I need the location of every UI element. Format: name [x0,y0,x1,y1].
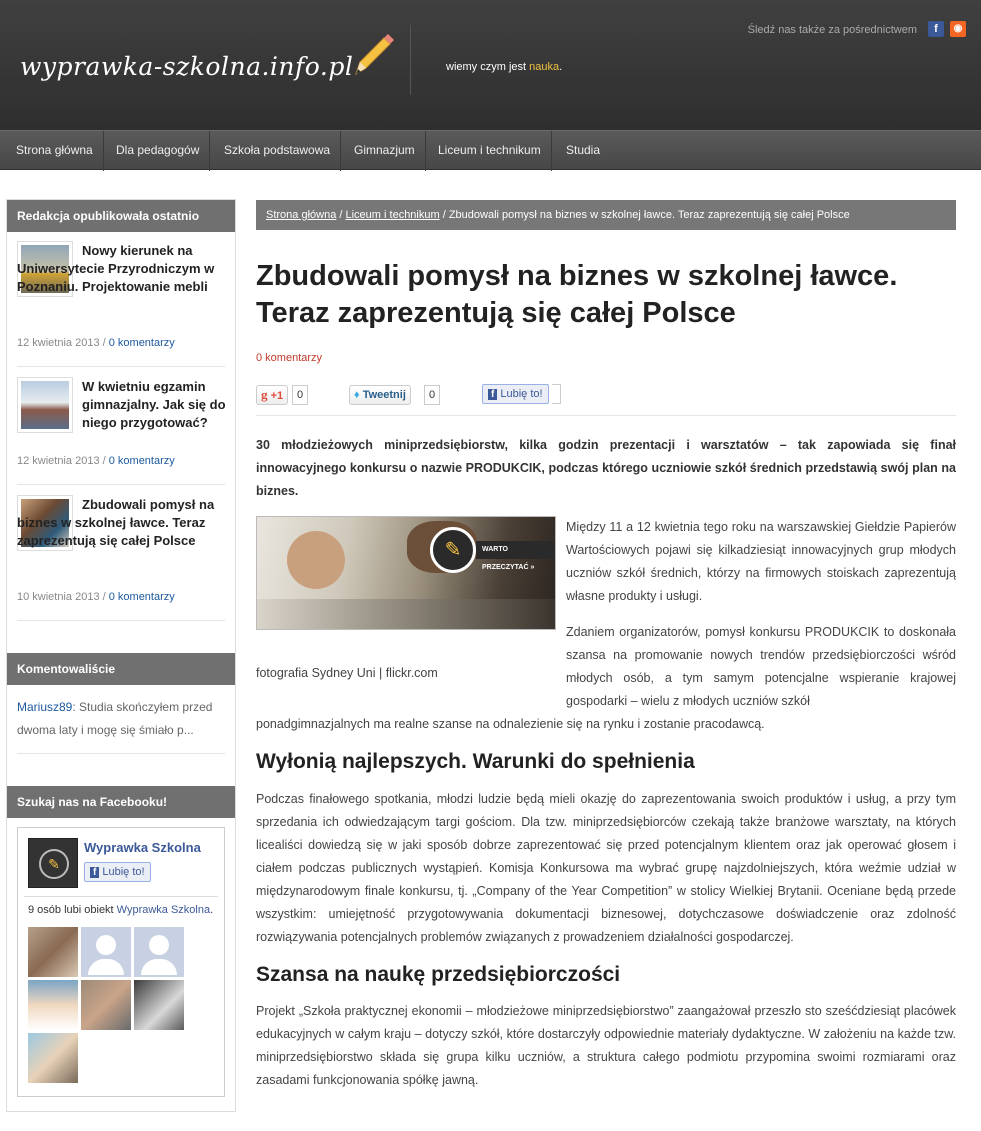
fb-like-count: 9 osób lubi obiekt Wyprawka Szkolna. [28,904,214,916]
post-meta: 12 kwietnia 2013 / 0 komentarzy [17,455,175,467]
fb-page-name[interactable]: Wyprawka Szkolna [84,840,201,855]
nav-item-highschool[interactable]: Liceum i technikum [428,131,552,171]
article-lead: 30 młodzieżowych miniprzedsiębiorstw, kilka godzin prezentacji i warsztatów – tak zapowiada się finał innowacyjnego konkursu o nazwie PRODUKCIK, podczas którego uczniowie szkół średnich przedstawią swój plan na biznes. [256,438,956,498]
follow-text: Śledź nas także za pośrednictwem [747,24,917,36]
article-photo[interactable] [256,516,556,630]
facebook-icon[interactable]: f [928,21,944,37]
site-logo[interactable]: wyprawka-szkolna.info.pl [20,52,354,81]
comment-excerpt[interactable]: : Studia skończyłem przed dwoma laty i mogę się śmiało p... [17,700,213,737]
read-more-badge[interactable]: WARTO PRZECZYTAĆ » [476,541,555,559]
pencil-icon [350,30,394,78]
main-nav [0,130,981,170]
facebook-icon: f [488,389,497,400]
fan-avatar[interactable] [134,980,184,1030]
section-heading: Wyłonią najlepszych. Warunki do spełnienia [256,750,695,773]
tweet-count: 0 [424,385,440,405]
nav-item-university[interactable]: Studia [566,143,601,157]
divider [17,753,225,754]
recent-comment [17,696,225,742]
recent-posts-heading: Redakcja opublikowała ostatnio [7,200,235,232]
divider [17,484,225,485]
sidebar [6,199,236,1112]
nav-item-middle[interactable]: Gimnazjum [344,131,426,171]
post-meta: 12 kwietnia 2013 / 0 komentarzy [17,337,175,349]
section-heading: Szansa na naukę przedsiębiorczości [256,963,621,986]
fb-like-count [552,384,561,404]
post-thumbnail[interactable] [17,377,73,433]
tweet-button[interactable]: ♦ Tweetnij [349,385,411,405]
photo-caption: fotografia Sydney Uni | flickr.com [256,666,438,680]
pencil-icon: ✎ [430,527,476,573]
twitter-icon: ♦ [354,389,360,401]
gplus-icon: g [261,387,268,402]
fan-avatar[interactable] [28,980,78,1030]
fan-avatar[interactable] [81,927,131,977]
comment-author-link[interactable]: Mariusz89 [17,700,73,714]
divider [256,415,956,416]
breadcrumb-current: Zbudowali pomysł na biznes w szkolnej ławce. Teraz zaprezentują się całej Polsce [448,209,850,221]
recent-post-title[interactable]: W kwietniu egzamin gimnazjalny. Jak się do niego przygotować? [82,379,226,430]
post-comments-link[interactable]: 0 komentarzy [108,337,175,349]
post-comments-link[interactable]: 0 komentarzy [108,591,175,603]
article-paragraph: Między 11 a 12 kwietnia tego roku na warszawskiej Giełdzie Papierów Wartościowych pojawi się kilkadziesiąt innowacyjnych grup młodych uczniów szkół średnich, którzy na firmowych stoiskach zaprezentują własne produkty i usługi. [566,520,956,603]
article-paragraph: Zdaniem organizatorów, pomysł konkursu PRODUKCIK to doskonała szansa na promowanie nowych trendów przedsiębiorczości wśród młodych osób, a tym samym potencjalne wspieranie krajowej gospodarki – wielu z młodych uczniów szkół [566,625,956,708]
breadcrumb-category-link[interactable]: Liceum i technikum [345,209,440,221]
post-comments-link[interactable]: 0 komentarzy [108,455,175,467]
breadcrumb-home-link[interactable]: Strona główna [266,209,337,221]
facebook-icon: f [90,867,99,878]
post-meta: 10 kwietnia 2013 / 0 komentarzy [17,591,175,603]
fb-like-button[interactable]: f Lubię to! [84,862,151,882]
gplus-count: 0 [292,385,308,405]
tagline: wiemy czym jest nauka. [446,61,563,73]
article-paragraph: ponadgimnazjalnych ma realne szanse na odnalezienie się na rynku i zostanie pracodawcą. [256,717,765,731]
fan-avatar[interactable] [28,927,78,977]
recent-post-title[interactable]: Nowy kierunek na Uniwersytecie Przyrodniczym w Poznaniu. Projektowanie mebli [17,243,215,294]
comments-link[interactable]: 0 komentarzy [256,352,323,364]
divider [24,896,218,897]
pencil-icon: ✎ [39,849,69,879]
page-title: Zbudowali pomysł na biznes w szkolnej ławce. Teraz zaprezentują się całej Polsce [256,260,898,329]
divider [17,620,225,621]
divider [17,366,225,367]
fb-like-button[interactable]: f Lubię to! [482,384,549,404]
breadcrumb: Strona główna / Liceum i technikum / Zbudowali pomysł na biznes w szkolnej ławce. Teraz zaprezentują się całej Polsce [256,200,956,230]
rss-icon[interactable]: ◉ [950,21,966,37]
nav-item-primary[interactable]: Szkoła podstawowa [214,131,341,171]
header-divider [410,25,411,95]
facebook-like-box [17,827,225,1097]
fan-avatar[interactable] [134,927,184,977]
fan-avatar[interactable] [28,1033,78,1083]
article-paragraph: Podczas finałowego spotkania, młodzi ludzie będą mieli okazję do zaprezentowania swoich produktów i usług, a przy tym sprzedania ich odwiedzającym targi gościom. Dla tzw. miniprzedsiębiorców czekają także branżowe warsztaty, na których licealiści dowiedzą się w jaki sposób dobrze zaprezentować się przed potencjalnym klientem oraz jak operować głosem i ciałem podczas publicznych wystąpień. Komisja Konkursowa ma wybrać grupę najzdolniejszych, która weźmie udział w międzynarodowym finale konkursu, tj. „Company of the Year Competition” w stolicy Wielkiej Brytanii. Oceniane będą przede wszystkim: umiejętność przygotowywania dokumentacji biznesowej, dotychczasowe doświadczenie oraz zdolność rozwiązywania potencjalnych problemów związanych z prowadzeniem działalności gospodarczej. [256,792,956,944]
facebook-heading: Szukaj nas na Facebooku! [7,786,235,818]
nav-item-home[interactable]: Strona główna [6,131,104,171]
site-header [0,0,981,130]
article-paragraph: Projekt „Szkoła praktycznej ekonomii – młodzieżowe miniprzedsiębiorstwo” zaangażował przeszło sto sześćdziesiąt placówek edukacyjnych w całym kraju – dotyczy szkół, które dostarczyły odpowiednie materiały dydaktyczne. W założeniu na każde tzw. miniprzedsiębiorstwo składa się grupa kilku uczniów, a struktura całego podmiotu przypomina swoimi rozmiarami oraz zasadami funkcjonowania spółkę jawną. [256,1004,956,1087]
nav-item-teachers[interactable]: Dla pedagogów [106,131,210,171]
fan-avatar[interactable] [81,980,131,1030]
page-avatar[interactable] [28,838,78,888]
gplus-button[interactable]: g +1 [256,385,288,405]
recent-post-title[interactable]: Zbudowali pomysł na biznes w szkolnej ławce. Teraz zaprezentują się całej Polsce [17,497,215,548]
comments-heading: Komentowaliście [7,653,235,685]
